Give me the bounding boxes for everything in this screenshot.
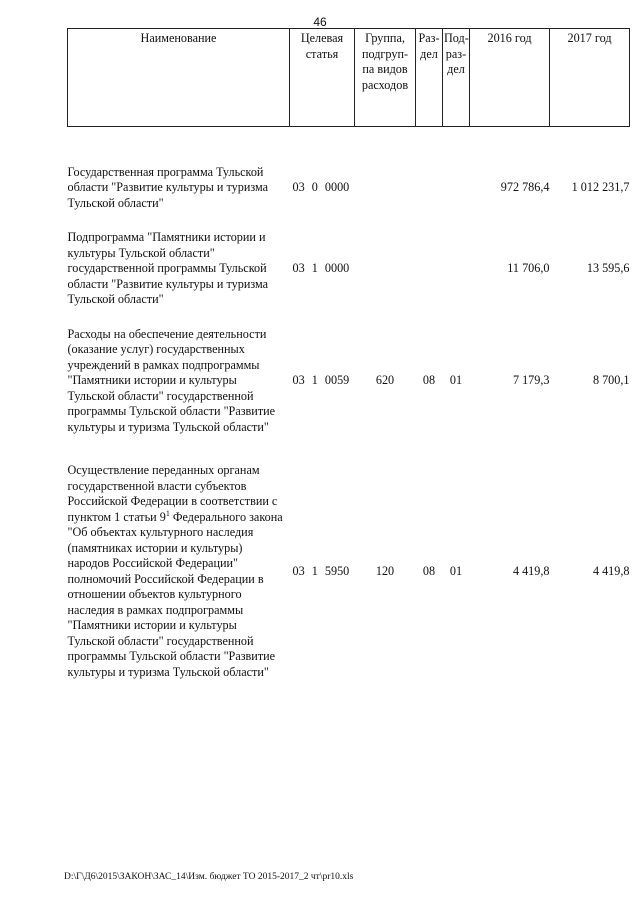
row-target-article: 03 1 5950 — [292, 563, 350, 578]
row-value-2016: 11 706,0 — [507, 261, 550, 275]
budget-table — [67, 28, 630, 680]
row-group — [355, 165, 416, 212]
row-target-article: 03 1 0000 — [292, 261, 350, 275]
row-value-2016: 4 419,8 — [512, 563, 550, 578]
row-name-part: Осуществление переданных органам государственной власти субъектов Российской Федерации в соответствии с пунктом 1 статьи 9 — [67, 463, 278, 524]
row-group: 620 — [375, 373, 395, 387]
table-row — [68, 327, 630, 436]
row-name-part: Федерального закона "Об объектах культурного наследия (памятниках истории и культуры) народов Российской Федерации" полномочий Российской Федерации в отношении объектов культурного наследия в рамках подпрограммы "Памятники истории и культуры Тульской области" государственной программы Тульской области "Развитие культуры и туризма Тульской области" — [67, 509, 283, 679]
row-name-superscript: 1 — [165, 508, 170, 518]
row-subsection — [443, 230, 470, 308]
header-target-article: Целевая статья — [290, 29, 355, 127]
header-group-line: расходов — [361, 77, 409, 92]
header-year-2017: 2017 год — [550, 29, 630, 127]
header-group-line: подгруп- — [361, 46, 409, 61]
row-subsection: 01 — [449, 373, 463, 387]
row-section — [416, 165, 443, 212]
header-expense-group — [355, 29, 416, 127]
header-subsection — [443, 29, 470, 127]
row-target-article: 03 1 0059 — [292, 373, 350, 387]
row-name: Государственная программа Тульской области "Развитие культуры и туризма Тульской области" — [67, 164, 269, 210]
header-name: Наименование — [68, 29, 290, 127]
table-row — [68, 230, 630, 308]
row-section — [416, 230, 443, 308]
table-row — [68, 463, 630, 680]
footer-file-path: D:\Г\Д6\2015\ЗАКОН\ЗАС_14\Изм. бюджет ТО 2015-2017_2 чт\pr10.xls — [64, 872, 354, 882]
row-section: 08 — [422, 373, 436, 387]
row-value-2016: 972 786,4 — [500, 180, 550, 194]
row-subsection — [443, 165, 470, 212]
header-subsection-line: Под- — [444, 31, 469, 45]
header-section-line: дел — [420, 46, 438, 61]
header-group-line: па видов — [362, 62, 408, 76]
row-value-2017: 8 700,1 — [592, 373, 630, 387]
row-subsection: 01 — [449, 563, 463, 578]
page-number: 46 — [313, 15, 327, 29]
header-year-2016: 2016 год — [470, 29, 550, 127]
row-section: 08 — [422, 563, 436, 578]
row-target-article: 03 0 0000 — [292, 180, 350, 194]
header-group-line: Группа, — [365, 31, 405, 45]
header-subsection-line: раз- — [445, 46, 467, 61]
row-name — [68, 463, 290, 680]
row-value-2017: 1 012 231,7 — [571, 180, 630, 194]
row-name: Подпрограмма "Памятники истории и культуры Тульской области" государственной программы Тульской области "Развитие культуры и туризма Тульской области" — [67, 230, 269, 306]
table-header-row — [68, 29, 630, 127]
header-section — [416, 29, 443, 127]
row-group: 120 — [375, 563, 395, 578]
row-value-2017: 13 595,6 — [586, 261, 630, 275]
row-value-2016: 7 179,3 — [512, 373, 550, 387]
table-row — [68, 165, 630, 212]
row-group — [355, 230, 416, 308]
header-section-line: Раз- — [418, 31, 440, 45]
header-subsection-line: дел — [447, 62, 465, 76]
row-name: Расходы на обеспечение деятельности (оказание услуг) государственных учреждений в рамках подпрограммы "Памятники истории и культуры Тульской области" государственной программы Тульской области "Развитие культуры и туризма Тульской области" — [67, 326, 276, 434]
row-value-2017: 4 419,8 — [592, 563, 630, 578]
